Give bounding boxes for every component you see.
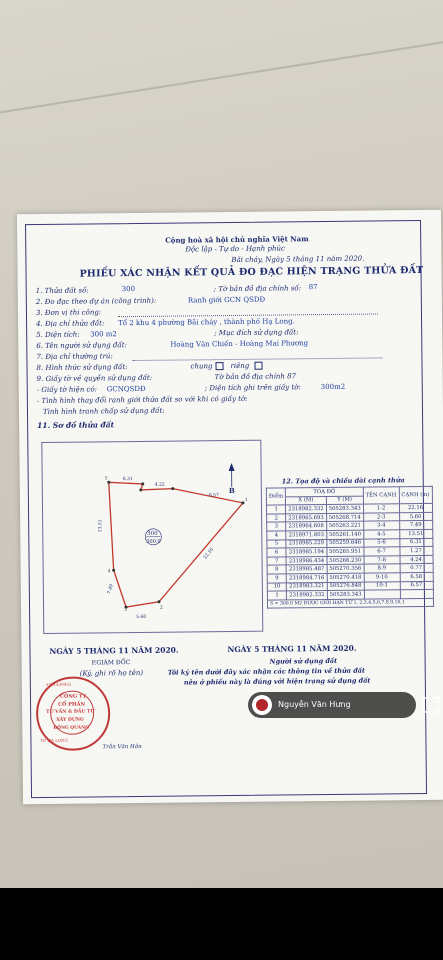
table-cell-y: 505283.343 [326, 504, 363, 513]
document-title: PHIẾU XÁC NHẬN KẾT QUẢ ĐO ĐẠC HIỆN TRẠNG THỬA ĐẤT [79, 264, 424, 280]
field-6-value: Hoàng Văn Chiến - Hoàng Mai Phương [170, 339, 309, 349]
field-4-label: 4. Địa chỉ thửa đất: [36, 319, 105, 329]
table-cell-y: 505268.714 [326, 513, 363, 522]
table-cell-e: 4-5 [363, 530, 399, 539]
table-cell-l: 22.16 [399, 504, 432, 513]
th-x: X (M) [286, 496, 326, 505]
section-11-heading: 11. Sơ đồ thửa đất [37, 420, 115, 431]
vertex-label-5: 5 [104, 476, 108, 482]
table-cell-p: 3 [267, 522, 286, 531]
table-cell-x: 2318985.229 [286, 539, 326, 548]
table-cell-e: 7-8 [364, 555, 400, 564]
table-cell-l: 5.60 [399, 512, 432, 521]
right-signature-date: NGÀY 5 THÁNG 11 NĂM 2020. [227, 643, 357, 655]
uploader-badge[interactable] [248, 692, 416, 718]
length-label-1: 6.31 [122, 477, 133, 483]
th-y: Y (M) [326, 496, 363, 505]
table-cell-e: 5-6 [364, 538, 400, 547]
left-signature-name: Trần Văn Hân [102, 743, 142, 751]
vertex-label-3: 3 [124, 608, 127, 614]
table-cell-p: 1 [267, 591, 286, 600]
table-cell-l: 13.51 [399, 529, 432, 538]
field-9b-value: GCNQSDĐ [106, 384, 146, 394]
date-place: Bãi cháy, Ngày 5 tháng 11 năm 2020. [231, 254, 365, 264]
section-12-heading: 12. Tọa độ và chiều dài cạnh thửa [281, 476, 405, 486]
table-cell-x: 2318984.716 [286, 573, 326, 582]
table-cell-p: 5 [267, 539, 286, 548]
table-cell-l: 6.31 [399, 538, 432, 547]
table-cell-p: 1 [266, 505, 285, 514]
table-cell-x: 2318965.693 [286, 513, 326, 522]
table-cell-l: 4.24 [400, 555, 433, 564]
table-cell-y: 505263.221 [326, 522, 363, 531]
vertex-label-4: 4 [107, 569, 111, 575]
motto: Độc lập - Tự do - Hạnh phúc [185, 244, 285, 254]
field-5-label: 5. Diện tích: [36, 330, 80, 340]
table-cell-y: 505261.140 [326, 530, 363, 539]
th-coords: TOẠ ĐỘ [286, 487, 363, 496]
table-cell-p: 2 [267, 514, 286, 523]
table-cell-x: 2318982.332 [287, 591, 327, 600]
table-cell-y: 505265.951 [327, 547, 364, 556]
th-point: Điểm [266, 488, 285, 505]
right-confirmation-line-1: Tôi ký tên dưới đây xác nhận các thông tin về thửa đất [167, 666, 365, 677]
vertex-label-1: 1 [244, 497, 248, 503]
table-cell-x: 2318964.608 [286, 522, 326, 531]
th-length: CẠNH (m) [399, 486, 432, 504]
field-9-map: Tờ bản đồ địa chính 87 [214, 372, 297, 382]
field-3-label: 3. Đơn vị thi công: [35, 308, 102, 318]
table-cell-p: 10 [267, 582, 286, 591]
checkbox-private [254, 362, 262, 370]
table-cell-p: 4 [267, 531, 286, 540]
parcel-number: 300 [147, 530, 158, 537]
field-4-value: Tổ 2 khu 4 phường Bãi cháy , thành phố Hạ Long. [118, 317, 295, 328]
right-signature-role: Người sử dụng đất [269, 656, 338, 666]
table-cell-x: 2318971.803 [286, 530, 326, 539]
field-1-map-label: ; Tờ bản đồ địa chính số: [213, 284, 302, 294]
table-cell-x: 2318983.321 [287, 582, 327, 591]
stamp-text-1: CÔNG TY [59, 693, 87, 700]
table-footer: S = 300.0 M2 ĐƯỢC GIỚI HẠN TỪ 1, 2,3,4,5,6,7,8,9,10,1 [267, 598, 433, 608]
right-confirmation-line-2: nêu ở phiếu này là đúng với hiện trạng sử dụng đất [183, 676, 371, 687]
parcel-outline [109, 481, 244, 607]
table-cell-e: 8-9 [364, 564, 400, 573]
table-cell-e: 2-3 [363, 513, 399, 522]
field-10b-label: Tình hình tranh chấp sử dụng đất: [42, 406, 165, 416]
table-cell-y: 505283.343 [327, 590, 364, 599]
left-signature-date: NGÀY 5 THÁNG 11 NĂM 2020. [49, 645, 179, 656]
checkbox-common [215, 362, 223, 370]
table-cell-p: 6 [267, 548, 286, 557]
field-9b-label: - Giấy tờ hiện có: [36, 385, 98, 395]
stamp-code: 5701439435 [45, 681, 72, 687]
field-5-use-label: ; Mục đích sử dụng đất: [214, 328, 299, 338]
north-arrow-label: B [228, 485, 235, 496]
field-8-private: riêng [230, 361, 250, 371]
field-6-label: 6. Tên người sử dụng đất: [36, 341, 127, 351]
table-cell-e: 3-4 [363, 521, 399, 530]
vertex-label-2: 2 [160, 605, 163, 611]
parcel-diagram [42, 441, 262, 633]
table-cell-y: 505259.646 [326, 539, 363, 548]
table-cell-p: 7 [267, 557, 286, 566]
table-cell-l [400, 590, 433, 599]
bottom-black-area [0, 888, 443, 960]
table-cell-e: 6-7 [364, 547, 400, 556]
field-1-value: 300 [121, 285, 136, 294]
republic-heading: Cộng hoà xã hội chủ nghĩa Việt Nam [165, 234, 309, 245]
table-cell-e: 10-1 [364, 581, 400, 590]
field-2-label: 2. Đo đạc theo dự án (công trình): [35, 296, 157, 307]
left-signature-note: (Ký, ghi rõ họ tên) [79, 668, 144, 678]
parcel-plot-box [41, 440, 263, 634]
table-cell-e: 1-2 [363, 504, 399, 513]
table-cell-l: 0.77 [400, 564, 433, 573]
north-arrow-head [229, 463, 235, 471]
field-8-label: 8. Hình thức sử dụng đất: [36, 363, 128, 373]
field-9b-area-label: ; Diện tích ghi trên giấy tờ: [204, 383, 301, 393]
field-9-label: 9. Giấy tờ về quyền sử dụng đất: [36, 373, 153, 384]
length-label-3: 5.60 [136, 614, 147, 621]
table-cell-e [364, 590, 400, 599]
table-cell-y: 505270.418 [327, 573, 364, 582]
field-2-value: Ranh giới GCN QSDĐ [187, 295, 266, 305]
desk-edge [0, 36, 443, 116]
stamp-text-3: TƯ VẤN & ĐẦU TƯ [46, 709, 95, 715]
left-signature-role: P.GIÁM ĐỐC [91, 659, 131, 667]
table-cell-x: 2318985.487 [286, 565, 326, 574]
table-cell-l: 7.49 [399, 521, 432, 530]
length-label-7: 6.57 [208, 493, 219, 499]
table-cell-p: 8 [267, 565, 286, 574]
uploader-name: Nguyễn Văn Hưng [278, 700, 351, 709]
table-cell-x: 2318985.194 [286, 548, 326, 557]
field-10-label: - Tình hình thay đổi ranh giới thửa đất so với khi có giấy tờ: [36, 394, 248, 406]
field-7-label: 7. Địa chỉ thường trú: [36, 352, 113, 362]
length-label-5: 13.51 [98, 519, 104, 533]
table-cell-y: 505276.848 [327, 582, 364, 591]
field-1-label: 1. Thửa đất số: [35, 286, 89, 296]
table-cell-l: 6.57 [400, 581, 433, 590]
field-8-common: chung [190, 362, 213, 371]
table-cell-l: 1.27 [399, 547, 432, 556]
stamp-text-4: XÂY DỰNG [56, 717, 84, 723]
field-1-map-value: 87 [308, 283, 318, 292]
parcel-area: 300.0 [146, 538, 161, 545]
length-label-6: 7.49 [107, 583, 115, 595]
table-cell-y: 505266.230 [327, 556, 364, 565]
table-cell-y: 505270.356 [327, 564, 364, 573]
stamp-text-6: TP. HẠ LONG [40, 737, 68, 744]
length-label-2: 4.22 [154, 482, 165, 488]
table-cell-l: 6.58 [400, 572, 433, 581]
field-9b-area-value: 300m2 [320, 382, 346, 392]
table-cell-e: 9-10 [364, 573, 400, 582]
length-label-4: 22.16 [203, 547, 215, 561]
table-cell-x: 2318986.434 [286, 556, 326, 565]
stamp-text-2: CỔ PHẦN [58, 701, 86, 708]
uploader-avatar [252, 695, 272, 715]
table-cell-p: 9 [267, 574, 286, 583]
company-stamp [36, 676, 111, 751]
table-cell-x: 2318982.332 [286, 505, 326, 514]
stamp-text-5: ĐÔNG QUANG [53, 725, 89, 731]
expand-icon[interactable] [422, 696, 440, 714]
field-5-value: 300 m2 [90, 330, 117, 339]
th-edge: TÊN CẠNH [363, 487, 399, 505]
coordinates-table [266, 486, 434, 609]
